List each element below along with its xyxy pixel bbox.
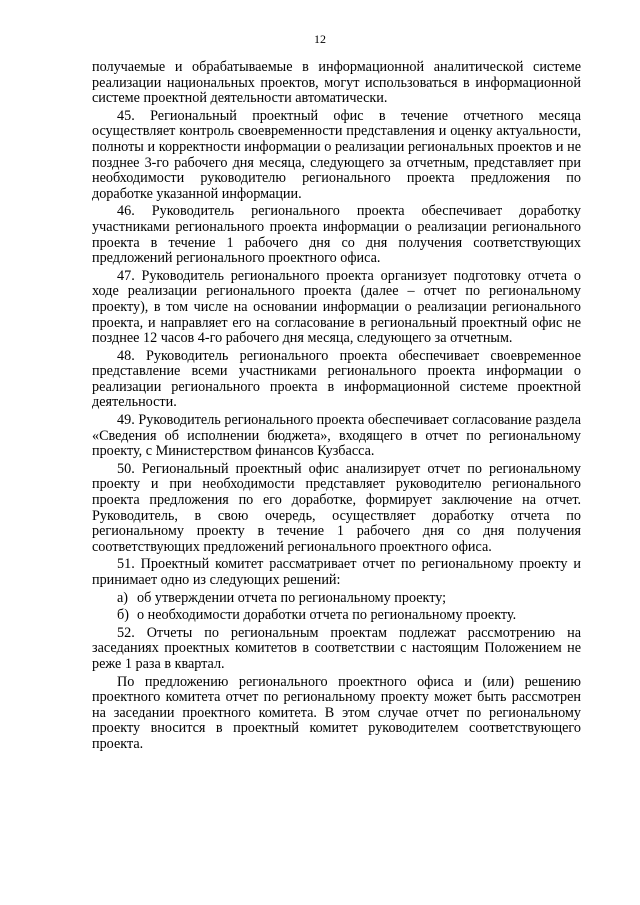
paragraph-continuation: получаемые и обрабатываемые в информационной аналитической системе реализации национальных проектов, могут использоваться в информационной системе проектной деятельности автоматически. xyxy=(92,59,581,107)
paragraph-50: 50. Региональный проектный офис анализирует отчет по региональному проекту и при необходимости представляет руководителю регионального проекта предложения по его доработке, формирует заключение на отчет. Руководитель, в свою очередь, осуществляет доработку отчета по региональному проекту в течение 1 рабочего дня со дня получения соответствующих предложений регионального проектного офиса. xyxy=(92,460,581,555)
paragraph-46: 46. Руководитель регионального проекта обеспечивает доработку участниками регионального проекта информации о реализации регионального проекта в течение 1 рабочего дня со дня получения соответствующих предложений регионального проектного офиса. xyxy=(92,203,581,267)
paragraph-48: 48. Руководитель регионального проекта обеспечивает своевременное представление всеми участниками регионального проекта информации о реализации регионального проекта в информационной системе проектной деятельности. xyxy=(92,347,581,411)
paragraph-51: 51. Проектный комитет рассматривает отчет по региональному проекту и принимает одно из следующих решений: xyxy=(92,556,581,588)
list-item-text: о необходимости доработки отчета по региональному проекту. xyxy=(137,607,517,624)
list-item-b xyxy=(92,608,581,624)
paragraph-49: 49. Руководитель регионального проекта обеспечивает согласование раздела «Сведения об исполнении бюджета», входящего в отчет по региональному проекту, с Министерством финансов Кузбасса. xyxy=(92,412,581,460)
paragraph-47: 47. Руководитель регионального проекта организует подготовку отчета о ходе реализации регионального проекта (далее – отчет по региональному проекту), в том числе на основании информации о реализации регионального проекта, и направляет его на согласование в региональный проектный офис не позднее 12 часов 4-го рабочего дня месяца, следующего за отчетным. xyxy=(92,267,581,347)
paragraph-52: 52. Отчеты по региональным проектам подлежат рассмотрению на заседаниях проектных комитетов в соответствии с настоящим Положением не реже 1 раза в квартал. xyxy=(92,624,581,672)
list-marker: б) xyxy=(117,607,129,624)
paragraph-52-continuation: По предложению регионального проектного офиса и (или) решению проектного комитета отчет по региональному проекту может быть рассмотрен на заседании проектного комитета. В этом случае отчет по региональному проекту вносится в проектный комитет руководителем соответствующего проекта. xyxy=(92,673,581,752)
document-body xyxy=(92,60,581,755)
list-item-a xyxy=(92,591,581,607)
list-marker: а) xyxy=(117,589,129,606)
paragraph-45: 45. Региональный проектный офис в течение отчетного месяца осуществляет контроль своевременности представления и оценку актуальности, полноты и корректности информации о реализации региональных проектов и не позднее 3-го рабочего дня месяца, следующего за отчетным, представляет при необходимости руководителю регионального проекта предложения по доработке указанной информации. xyxy=(92,107,581,202)
page-number: 12 xyxy=(314,32,326,46)
list-item-text: об утверждении отчета по региональному проекту; xyxy=(137,589,447,606)
